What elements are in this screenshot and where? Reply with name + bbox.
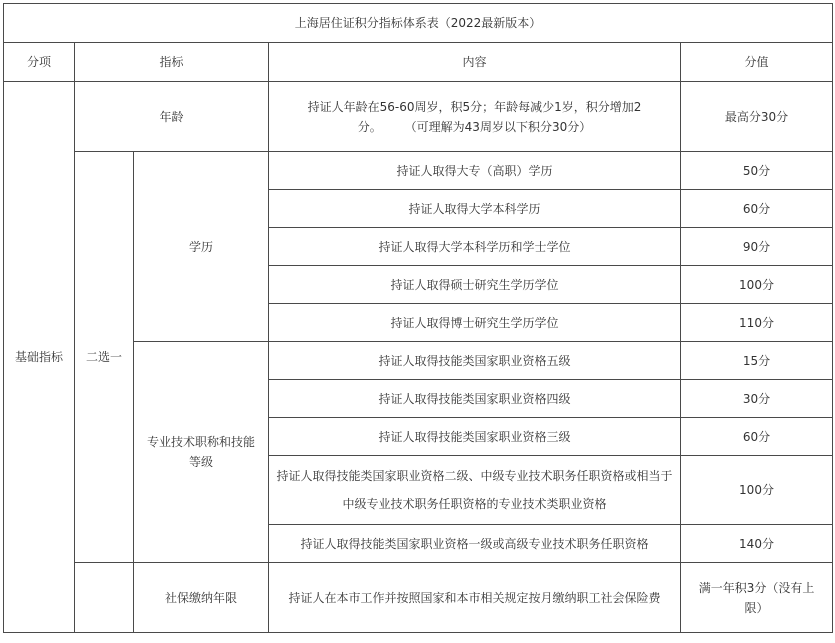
header-indicator: 指标 [75,43,269,82]
age-score: 最高分30分 [681,82,833,152]
education-content: 持证人取得硕士研究生学历学位 [269,266,681,304]
professional-content: 持证人取得技能类国家职业资格四级 [269,380,681,418]
professional-content: 持证人取得技能类国家职业资格五级 [269,342,681,380]
education-score: 110分 [681,304,833,342]
age-content [269,82,681,152]
header-score: 分值 [681,43,833,82]
education-score: 60分 [681,190,833,228]
category-basic: 基础指标 [4,82,75,633]
points-table [3,3,833,633]
professional-label [134,342,269,563]
professional-score: 140分 [681,525,833,563]
social-security-score-line1: 满一年积3分（没有上 [698,580,815,595]
professional-content: 持证人取得技能类国家职业资格三级 [269,418,681,456]
professional-content-line2: 中级专业技术职务任职资格的专业技术类职业资格 [342,497,607,511]
social-security-label: 社保缴纳年限 [134,563,269,633]
social-security-blank [75,563,134,633]
professional-score: 100分 [681,456,833,525]
education-score: 90分 [681,228,833,266]
social-security-content: 持证人在本市工作并按照国家和本市相关规定按月缴纳职工社会保险费 [269,563,681,633]
education-content: 持证人取得大专（高职）学历 [269,152,681,190]
professional-content: 持证人取得技能类国家职业资格一级或高级专业技术职务任职资格 [269,525,681,563]
professional-score: 15分 [681,342,833,380]
education-content: 持证人取得博士研究生学历学位 [269,304,681,342]
professional-label-line1: 专业技术职称和技能 [146,435,255,449]
header-category: 分项 [4,43,75,82]
choose-one: 二选一 [75,152,134,563]
social-security-score [681,563,833,633]
professional-label-line2: 等级 [188,455,213,469]
professional-content [269,456,681,525]
social-security-score-line2: 限） [744,600,769,615]
education-score: 50分 [681,152,833,190]
professional-score: 60分 [681,418,833,456]
table-title: 上海居住证积分指标体系表（2022最新版本） [4,4,833,43]
age-content-line1: 持证人年龄在56-60周岁，积5分；年龄每减少1岁，积分增加2 [307,99,642,114]
age-label: 年龄 [75,82,269,152]
professional-score: 30分 [681,380,833,418]
education-content: 持证人取得大学本科学历 [269,190,681,228]
professional-content-line1: 持证人取得技能类国家职业资格二级、中级专业技术职务任职资格或相当于 [276,469,673,483]
education-label: 学历 [134,152,269,342]
header-content: 内容 [269,43,681,82]
education-content: 持证人取得大学本科学历和学士学位 [269,228,681,266]
education-score: 100分 [681,266,833,304]
age-content-line2: 分。 （可理解为43周岁以下积分30分） [357,119,592,134]
